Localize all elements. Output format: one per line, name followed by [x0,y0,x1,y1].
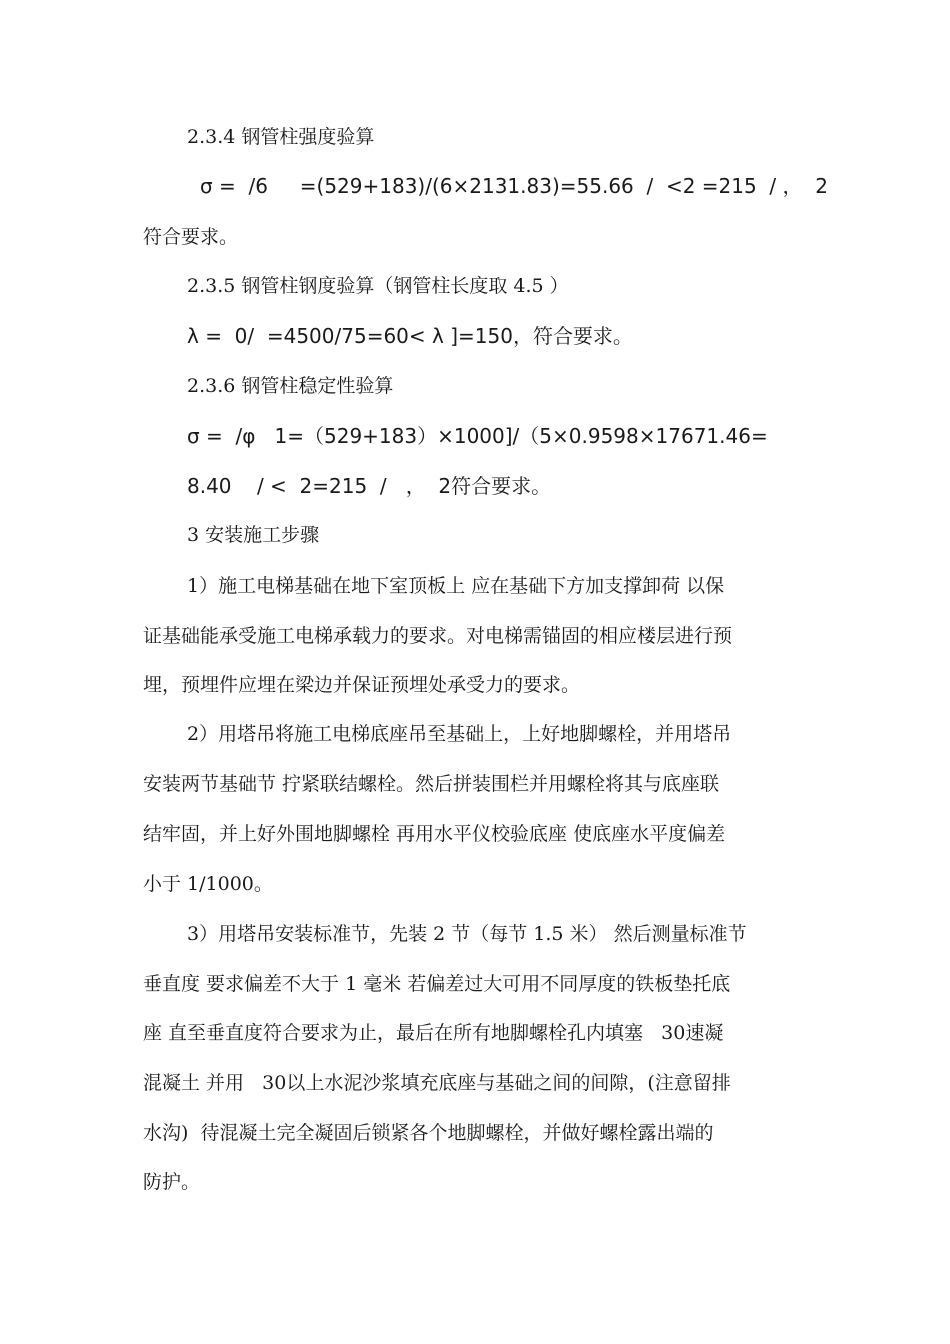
step3-line: 防护。 [143,1171,201,1193]
step1-line: 证基础能承受施工电梯承载力的要求。对电梯需锚固的相应楼层进行预 [143,625,733,647]
stability-conclusion: 8.40 / < 2=215 / ， 2符合要求。 [187,474,552,498]
section-heading-2-3-6: 2.3.6 钢管柱稳定性验算 [187,375,394,397]
step2-line: 小于 1/1000。 [143,873,273,895]
stability-formula: σ = /φ 1=（529+183）×1000]/（5×0.9598×17671.46= [187,424,768,448]
step2-line: 安装两节基础节 拧紧联结螺栓。然后拼装围栏并用螺栓将其与底座联 [143,773,720,795]
step3-line: 垂直度 要求偏差不大于 1 毫米 若偏差过大可用不同厚度的铁板垫托底 [143,973,731,995]
step3-line: 混凝土 并用 30以上水泥沙浆填充底座与基础之间的间隙，(注意留排 [143,1072,731,1094]
step1-line: 1）施工电梯基础在地下室顶板上 应在基础下方加支撑卸荷 以保 [187,575,725,597]
section-heading-3: 3 安装施工步骤 [187,524,320,546]
step2-line: 结牢固，并上好外围地脚螺栓 再用水平仪校验底座 使底座水平度偏差 [143,823,726,845]
section-heading-2-3-4: 2.3.4 钢管柱强度验算 [187,126,375,148]
strength-conclusion: 符合要求。 [143,226,239,248]
step1-line: 埋，预埋件应埋在梁边并保证预埋处承受力的要求。 [143,674,581,696]
step3-line: 3）用塔吊安装标准节，先装 2 节（每节 1.5 米） 然后测量标准节 [187,923,747,945]
stiffness-formula: λ = 0/ =4500/75=60< λ ]=150，符合要求。 [187,324,633,348]
step2-line: 2）用塔吊将施工电梯底座吊至基础上，上好地脚螺栓，并用塔吊 [187,723,732,745]
section-heading-2-3-5: 2.3.5 钢管柱钢度验算（钢管柱长度取 4.5 ） [187,275,569,297]
step3-line: 座 直至垂直度符合要求为止，最后在所有地脚螺栓孔内填塞 30速凝 [143,1022,724,1044]
strength-formula: σ = /6 =(529+183)/(6×2131.83)=55.66 / <2 =215 / ， 2 [200,174,828,198]
step3-line: 水沟) 待混凝土完全凝固后锁紧各个地脚螺栓，并做好螺栓露出端的 [143,1122,714,1144]
